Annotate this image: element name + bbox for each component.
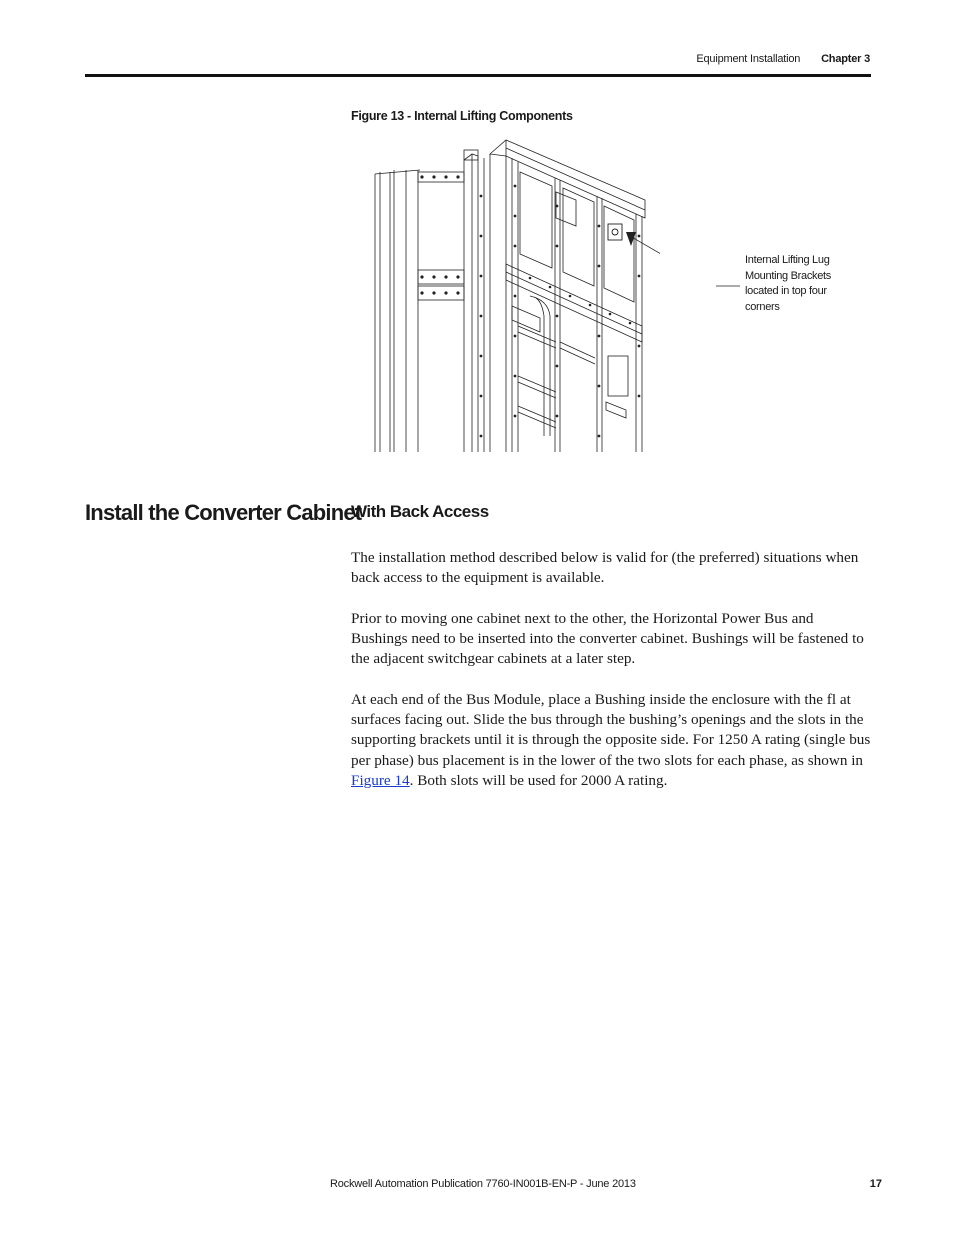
running-header (696, 53, 870, 65)
page-number: 17 (869, 1178, 882, 1190)
figure-caption: Figure 13 - Internal Lifting Components (351, 109, 573, 123)
figure-callout: Internal Lifting Lug Mounting Brackets located in top four corners (745, 254, 831, 313)
header-section: Equipment Installation (696, 53, 801, 65)
paragraph-2: Prior to moving one cabinet next to the other, the Horizontal Power Bus and Bushings need to be inserted into the converter cabinet. Bushings will be fastened to the adjacent switchgear cabinets at a later step. (351, 610, 864, 668)
section-subtitle: With Back Access (351, 502, 489, 521)
footer-publication: Rockwell Automation Publication 7760-IN001B-EN-P - June 2013 (330, 1178, 636, 1190)
paragraph-3-text: At each end of the Bus Module, place a Bushing inside the enclosure with the fl at surfaces facing out. Slide the bus through the bushing’s openings and the slots in the supporting brackets until it is through the opposite side. For 1250 A rating (single bus per phase) bus placement is in the lower of the two slots for each phase, as shown in (351, 691, 871, 769)
callout-leader (660, 278, 740, 298)
lifting-components-figure (360, 136, 660, 452)
paragraph-1: The installation method described below is valid for (the preferred) situations when back access to the equipment is available. (351, 549, 859, 587)
paragraph-3-tail: . Both slots will be used for 2000 A rating. (409, 771, 668, 789)
header-chapter: Chapter 3 (821, 53, 870, 65)
figure-14-link[interactable]: Figure 14 (351, 771, 410, 789)
header-rule (85, 74, 871, 77)
section-title: Install the Converter Cabinet (85, 500, 362, 525)
paragraph-3 (351, 690, 873, 791)
